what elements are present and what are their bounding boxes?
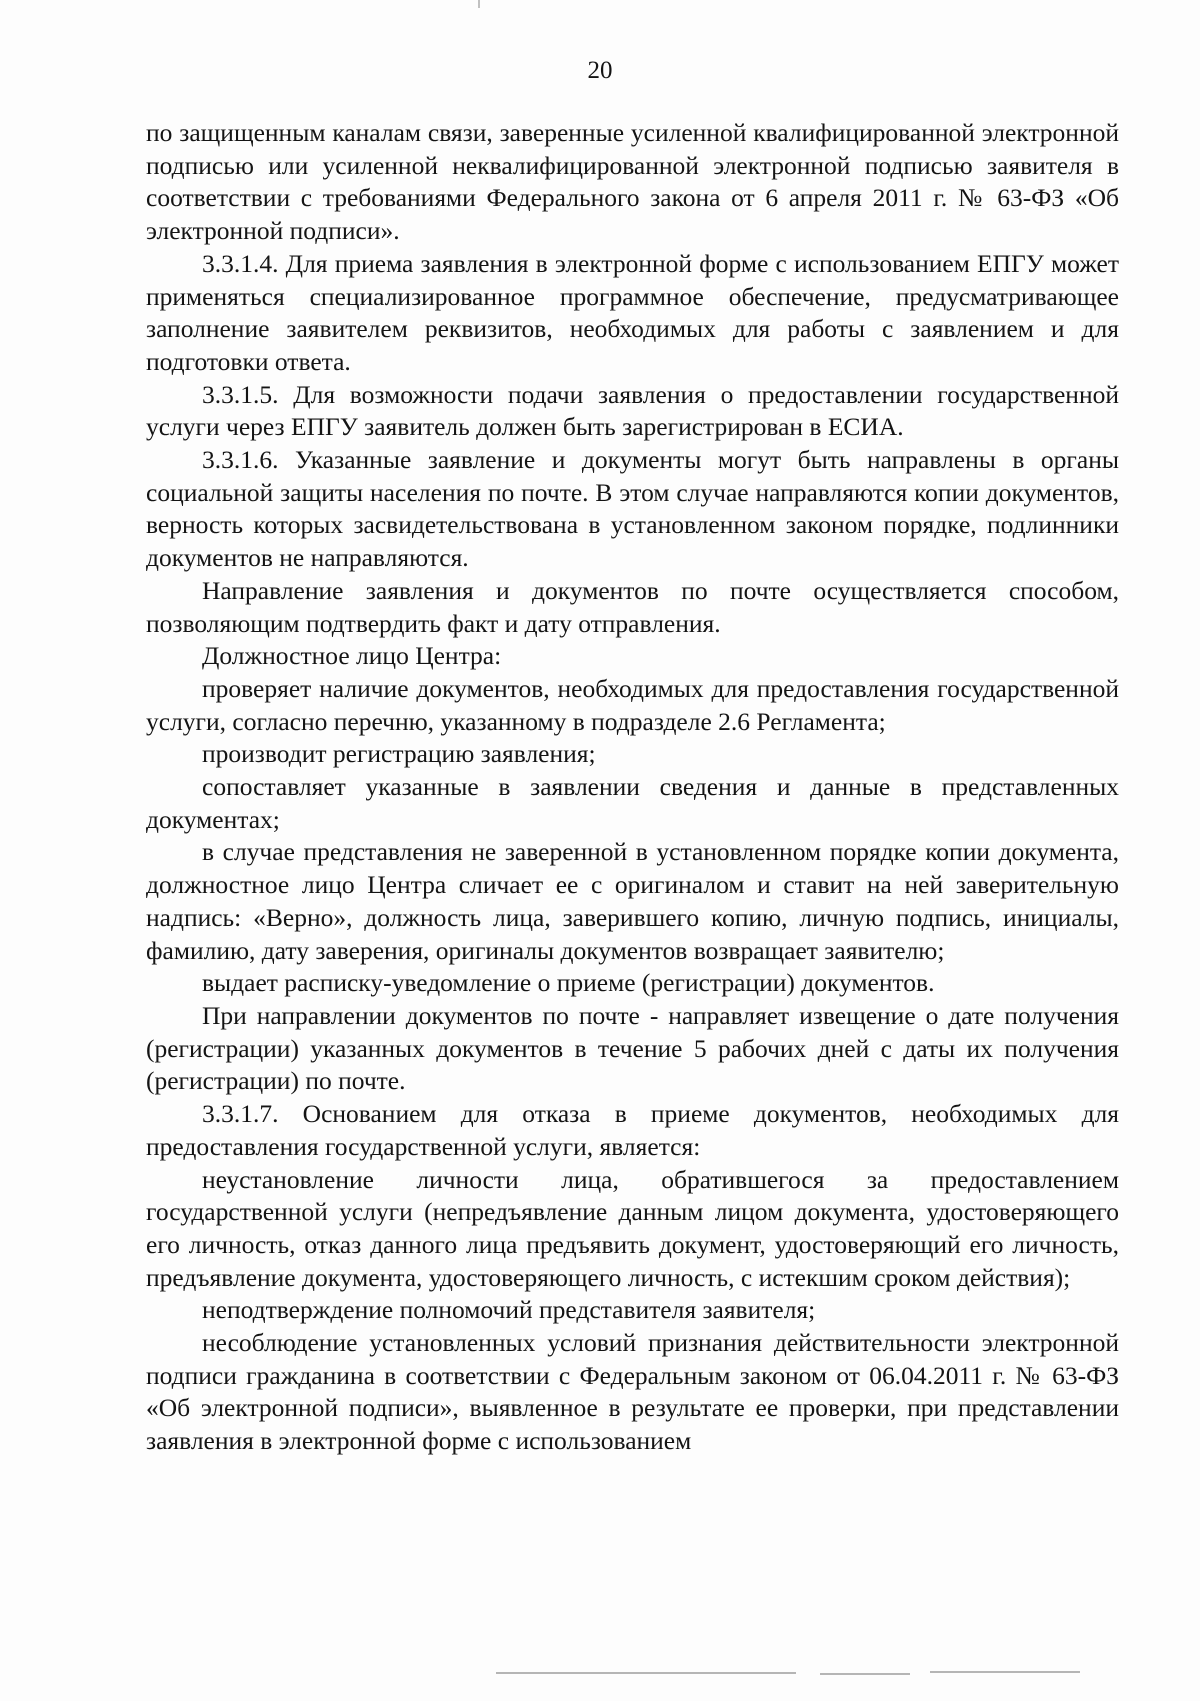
paragraph-continuation: по защищенным каналам связи, заверенные усиленной квалифицированной электронной подписью или усиленной неквалифицированной электронной подписью заявителя в соответствии с требованиями Федерального закона от 6 апреля 2011 г. № 63-ФЗ «Об электронной подписи». — [146, 118, 1119, 246]
scan-artifact-line — [496, 1672, 796, 1674]
paragraph-3-3-1-4: 3.3.1.4. Для приема заявления в электронной форме с использованием ЕПГУ может применяться специализированное программное обеспечение, предусматривающее заполнение заявителем реквизитов, необходимых для работы с заявлением и для подготовки ответа. — [146, 248, 1119, 376]
paragraph-3-3-1-5: 3.3.1.5. Для возможности подачи заявления о предоставлении государственной услуги через ЕПГУ заявитель должен быть зарегистрирован в ЕСИА. — [146, 379, 1119, 442]
paragraph-identity-not-established: неустановление личности лица, обратившегося за предоставлением государственной услуги (непредъявление данным лицом документа, удостоверяющего его личность, отказ данного лица предъявить документ, удостоверяющий его личность, предъявление документа, удостоверяющего личность, с истекшим сроком действия); — [146, 1164, 1119, 1292]
scan-artifact-top — [478, 0, 480, 8]
paragraph-official-heading: Должностное лицо Центра: — [202, 641, 502, 671]
paragraph-mail-notice: При направлении документов по почте - направляет извещение о дате получения (регистрации) указанных документов в течение 5 рабочих дней с даты их получения (регистрации) по почте. — [146, 1000, 1119, 1096]
scan-artifact-line — [930, 1671, 1080, 1673]
paragraph-uncertified-copy: в случае представления не заверенной в установленном порядке копии документа, должностное лицо Центра сличает ее с оригиналом и ставит на ней заверительную надпись: «Верно», должность лица, заверившего копию, личную подпись, инициалы, фамилию, дату заверения, оригиналы документов возвращает заявителю; — [146, 837, 1119, 965]
document-body — [146, 117, 1119, 1458]
paragraph-checks-documents: проверяет наличие документов, необходимых для предоставления государственной услуги, согласно перечню, указанному в подразделе 2.6 Регламента; — [146, 673, 1119, 736]
page-number: 20 — [587, 57, 613, 84]
paragraph-registers-application: производит регистрацию заявления; — [202, 739, 596, 769]
paragraph-3-3-1-6: 3.3.1.6. Указанные заявление и документы могут быть направлены в органы социальной защиты населения по почте. В этом случае направляются копии документов, верность которых засвидетельствована в установленном законом порядке, подлинники документов не направляются. — [146, 445, 1119, 573]
paragraph-mail-direction: Направление заявления и документов по почте осуществляется способом, позволяющим подтвердить факт и дату отправления. — [146, 575, 1119, 638]
paragraph-compares-data: сопоставляет указанные в заявлении сведения и данные в представленных документах; — [146, 772, 1119, 834]
paragraph-3-3-1-7: 3.3.1.7. Основанием для отказа в приеме документов, необходимых для предоставления государственной услуги, является: — [146, 1099, 1119, 1161]
paragraph-signature-noncompliance: несоблюдение установленных условий признания действительности электронной подписи гражданина в соответствии с Федеральным законом от 06.04.2011 г. № 63-ФЗ «Об электронной подписи», выявленное в результате ее проверки, при представлении заявления в электронной форме с использованием — [146, 1328, 1119, 1456]
paragraph-issues-receipt: выдает расписку-уведомление о приеме (регистрации) документов. — [202, 968, 935, 998]
scan-artifact-line — [820, 1673, 910, 1675]
paragraph-authority-not-confirmed: неподтверждение полномочий представителя заявителя; — [202, 1295, 816, 1325]
